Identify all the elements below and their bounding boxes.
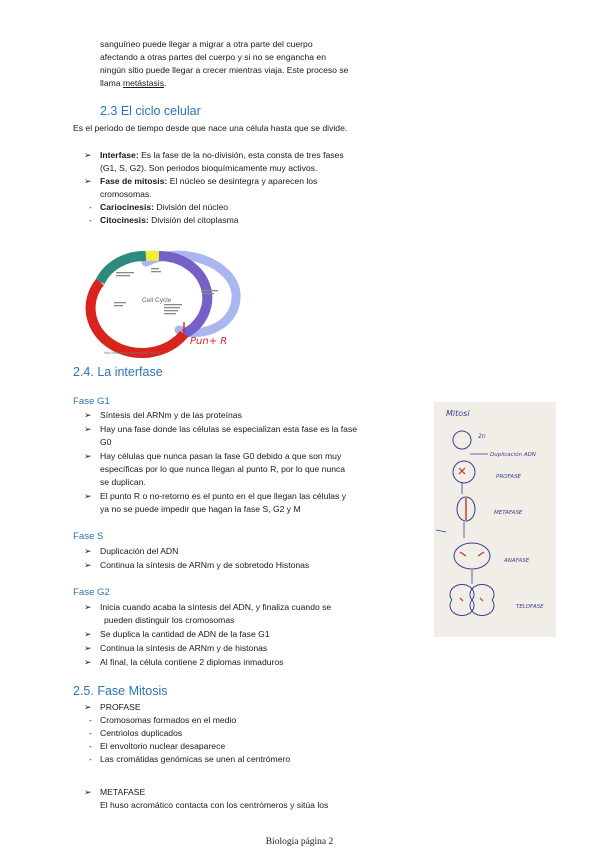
arrow-bullet-icon: ➢ — [84, 176, 92, 186]
dash-bullet: - — [89, 215, 92, 225]
g1-item-line: específicas por lo que nunca llegan al punto R, por lo que nunca — [100, 464, 346, 474]
interfase-item-line-1 — [100, 149, 344, 162]
g1-item-line: Hay células que nunca pasan la fase G0 debido a que son muy — [100, 451, 342, 461]
intro-line-3: ningún sitio puede llegar a crecer mientras viaja. Este proceso se — [100, 65, 349, 75]
arrow-bullet-icon: ➢ — [84, 424, 92, 434]
diagram-small-label — [164, 307, 180, 308]
g2-item-line: Se duplica la cantidad de ADN de la fase G1 — [100, 629, 270, 639]
diagram-small-label — [151, 268, 159, 269]
g1-item-line: Hay una fase donde las células se especializan esta fase es la fase — [100, 424, 358, 434]
dash-bullet: - — [89, 728, 92, 738]
fase-g2-heading: Fase G2 — [73, 587, 110, 598]
citocinesis-text: División del citoplasma — [148, 215, 239, 225]
citocinesis-label: Citocinesis: — [100, 215, 149, 225]
arrow-bullet-icon: ➢ — [84, 410, 92, 420]
g1-item-line: ya no se puede impedir que hagan la fase S, G2 y M — [100, 504, 301, 514]
g2-arc — [100, 256, 146, 282]
cariocinesis-text: División del núcleo — [153, 202, 229, 212]
diagram-caption: http://zientzia.wordpress.org/?p=1187 — [104, 351, 163, 355]
g1-item-line: G0 — [100, 437, 112, 447]
notes-anafase-label: ANAFASE — [504, 558, 530, 564]
metafase-heading: METAFASE — [100, 787, 146, 797]
profase-heading: PROFASE — [100, 702, 141, 712]
notes-title: Mitosi — [446, 409, 470, 418]
diagram-small-label — [151, 271, 161, 272]
diagram-small-label — [164, 310, 178, 311]
intro-line-2: afectando a otras partes del cuerpo y si no se engancha en — [100, 52, 326, 62]
arrow-bullet-icon: ➢ — [84, 560, 92, 570]
g2-item-line: Inicia cuando acaba la síntesis del ADN, y finaliza cuando se — [100, 602, 332, 612]
interfase-text-1: Es la fase de la no-división, esta consta de tres fases — [138, 150, 344, 160]
section-2-3-title: 2.3 El ciclo celular — [100, 104, 201, 118]
intro-line-4-prefix: llama — [100, 78, 123, 88]
cariocinesis-label: Cariocinesis: — [100, 202, 154, 212]
handwritten-mitosis-photo — [434, 402, 556, 637]
g1-arc — [159, 256, 207, 334]
diagram-small-label — [164, 313, 176, 314]
arrow-bullet-icon: ➢ — [84, 629, 92, 639]
metastasis-term: metástasis — [122, 78, 165, 88]
arrow-bullet-icon: ➢ — [84, 150, 92, 160]
g1-item-line: El punto R o no-retorno es el punto en el que llegan las células y — [100, 491, 347, 501]
diagram-small-label — [164, 304, 182, 305]
arrow-bullet-icon: ➢ — [84, 546, 92, 556]
cell-cycle-diagram — [84, 244, 244, 358]
dash-bullet: - — [89, 715, 92, 725]
s-arc — [91, 282, 184, 353]
g2-item-line: Continua la síntesis de ARNm y de histonas — [100, 643, 268, 653]
profase-item: Las cromátidas genómicas se unen al centrómero — [100, 754, 291, 764]
section-2-4-title: 2.4. La interfase — [73, 365, 163, 379]
cariocinesis-item — [100, 201, 228, 214]
cell-cycle-definition: Es el periodo de tiempo desde que nace una célula hasta que se divide. — [73, 123, 348, 133]
fase-g1-heading: Fase G1 — [73, 396, 110, 407]
diagram-small-label — [116, 275, 130, 276]
cell-cycle-center-label: Cell Cycle — [142, 297, 172, 304]
profase-item: Cromosomas formados en el medio — [100, 715, 237, 725]
dash-bullet: - — [89, 741, 92, 751]
mitosis-item-line-2: cromosomas. — [100, 189, 152, 199]
intro-line-4 — [100, 77, 166, 90]
notes-2n-label: 2n — [478, 433, 486, 440]
profase-item: El envoltorio nuclear desaparece — [100, 741, 226, 751]
diagram-small-label — [116, 272, 134, 273]
notes-duplication-label: Duplicación ADN — [490, 452, 536, 458]
point-r-handwritten: Pun+ R — [190, 336, 228, 347]
paper-background — [434, 402, 556, 637]
mitosis-text-1: El núcleo se desintegra y aparecen los — [167, 176, 318, 186]
s-item-line: Continua la síntesis de ARNm y de sobretodo Histonas — [100, 560, 310, 570]
notes-telofase-label: TELOFASE — [516, 604, 544, 610]
g2-item-line: Al final, la célula contiene 2 diplomas inmaduros — [100, 657, 284, 667]
interfase-item-line-2: (G1, S, G2). Son periodos bioquímicamente muy activos. — [100, 163, 318, 173]
g1-item-line: se duplican. — [100, 477, 146, 487]
page-footer: Biología página 2 — [265, 837, 334, 847]
diagram-small-label — [202, 293, 214, 294]
mitosis-item-line-1 — [100, 175, 317, 188]
profase-item: Centriolos duplicados — [100, 728, 183, 738]
arrow-bullet-icon: ➢ — [84, 451, 92, 461]
arrow-bullet-icon: ➢ — [84, 787, 92, 797]
citocinesis-item — [100, 214, 239, 227]
arrow-bullet-icon: ➢ — [84, 643, 92, 653]
metafase-text: El huso acromático contacta con los centrómeros y sitúa los — [100, 800, 329, 810]
arrow-bullet-icon: ➢ — [84, 602, 92, 612]
intro-line-4-suffix: . — [164, 78, 167, 88]
diagram-small-label — [114, 305, 123, 306]
arrow-bullet-icon: ➢ — [84, 491, 92, 501]
dash-bullet: - — [89, 202, 92, 212]
intro-line-1: sanguíneo puede llegar a migrar a otra parte del cuerpo — [100, 39, 313, 49]
interfase-label: Interfase: — [100, 150, 139, 160]
notes-profase-label: PROFASE — [496, 474, 522, 480]
g1-item-line: Síntesis del ARNm y de las proteínas — [100, 410, 242, 420]
g2-item-line: pueden distinguir los cromosomas — [104, 615, 235, 625]
mitosis-label: Fase de mitosis: — [100, 176, 168, 186]
section-2-5-title: 2.5. Fase Mitosis — [73, 684, 168, 698]
dash-bullet: - — [89, 754, 92, 764]
arrow-bullet-icon: ➢ — [84, 657, 92, 667]
diagram-small-label — [114, 302, 126, 303]
diagram-small-label — [202, 290, 218, 291]
s-item-line: Duplicación del ADN — [100, 546, 179, 556]
fase-s-heading: Fase S — [73, 531, 104, 542]
arrow-bullet-icon: ➢ — [84, 702, 92, 712]
notes-metafase-label: METAFASE — [494, 510, 523, 516]
